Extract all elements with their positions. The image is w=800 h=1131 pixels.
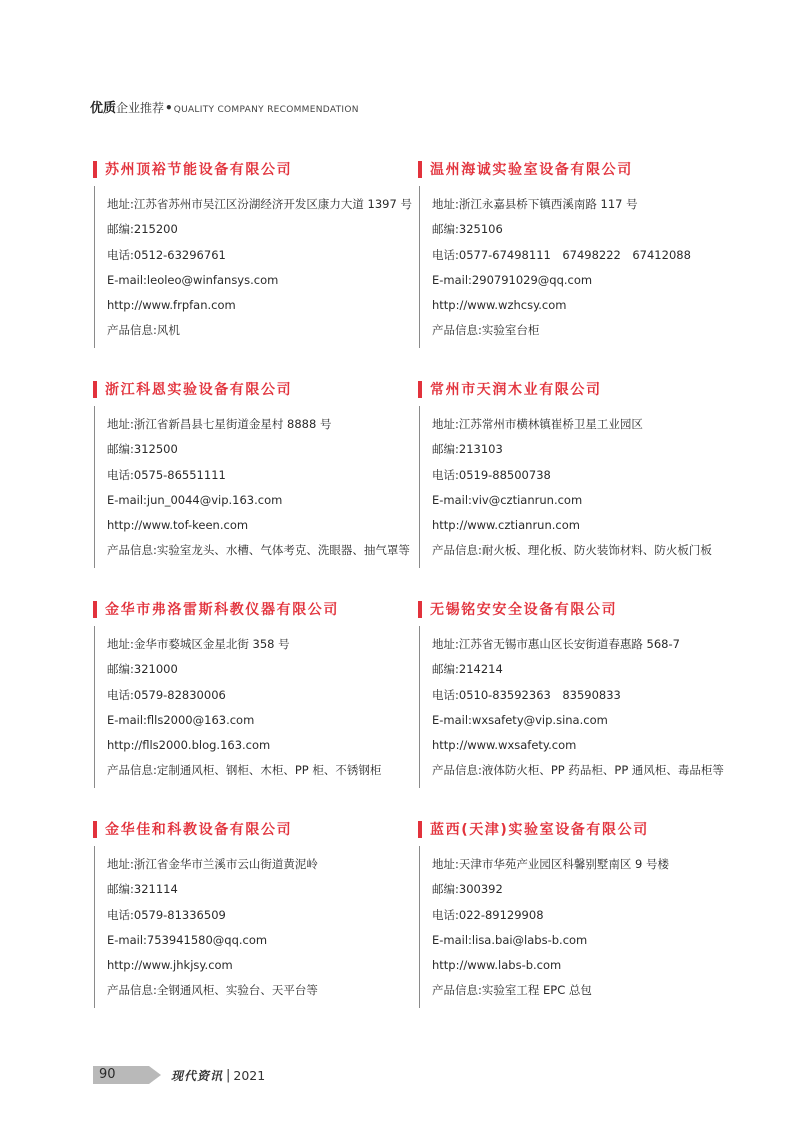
company-name: 浙江科恩实验设备有限公司	[105, 382, 293, 398]
page-number-tab	[93, 1066, 149, 1084]
accent-bar	[93, 381, 97, 398]
company-email: E-mail:leoleo@winfansys.com	[107, 272, 279, 287]
company-phone: 电话:0577-67498111 67498222 67412088	[432, 247, 691, 262]
company-phone: 电话:0579-81336509	[107, 907, 226, 922]
accent-bar	[418, 821, 422, 838]
company-website: http://www.labs-b.com	[432, 958, 562, 973]
company-website: http://www.wzhcsy.com	[432, 298, 567, 313]
accent-bar	[93, 601, 97, 618]
company-name: 常州市天润木业有限公司	[430, 382, 602, 398]
company-card	[418, 380, 758, 568]
company-details	[419, 406, 758, 568]
company-postcode: 邮编:321000	[107, 662, 178, 677]
company-address: 地址:金华市婺城区金星北街 358 号	[107, 637, 290, 651]
company-address: 地址:浙江省金华市兰溪市云山街道黄泥岭	[107, 857, 318, 871]
company-phone: 电话:0579-82830006	[107, 687, 226, 702]
company-details	[94, 846, 433, 1008]
company-website: http://www.jhkjsy.com	[107, 958, 233, 973]
company-name: 金华市弗洛雷斯科教仪器有限公司	[105, 602, 339, 618]
company-address: 地址:江苏常州市横林镇崔桥卫星工业园区	[432, 417, 643, 431]
company-phone: 电话:0575-86551111	[107, 467, 226, 482]
company-name: 温州海诚实验室设备有限公司	[430, 162, 633, 178]
header-title-bold: 优质	[90, 101, 117, 116]
company-products: 产品信息:实验室台柜	[432, 323, 540, 338]
company-phone: 电话:0510-83592363 83590833	[432, 687, 621, 702]
company-details	[419, 186, 758, 348]
company-postcode: 邮编:312500	[107, 442, 178, 457]
company-card	[418, 600, 758, 788]
accent-bar	[93, 821, 97, 838]
company-name: 苏州顶裕节能设备有限公司	[105, 162, 293, 178]
header-dot: •	[165, 101, 173, 115]
company-postcode: 邮编:214214	[432, 662, 503, 677]
company-email: E-mail:lisa.bai@labs-b.com	[432, 932, 588, 947]
company-products: 产品信息:耐火板、理化板、防火装饰材料、防火板门板	[432, 543, 712, 558]
company-email: E-mail:jun_0044@vip.163.com	[107, 492, 283, 507]
company-details	[94, 186, 433, 348]
company-products: 产品信息:全钢通风柜、实验台、天平台等	[107, 983, 318, 998]
company-address: 地址:江苏省苏州市吴江区汾湖经济开发区康力大道 1397 号	[107, 197, 412, 211]
company-phone: 电话:0512-63296761	[107, 247, 226, 262]
company-email: E-mail:flls2000@163.com	[107, 712, 255, 727]
company-card	[418, 160, 758, 348]
company-card	[93, 380, 433, 568]
company-postcode: 邮编:325106	[432, 222, 503, 237]
accent-bar	[418, 381, 422, 398]
issue-year: 2021	[233, 1067, 266, 1083]
company-name: 无锡铭安安全设备有限公司	[430, 602, 618, 618]
company-details	[94, 406, 433, 568]
page-footer	[93, 1065, 265, 1085]
company-address: 地址:天津市华苑产业园区科馨别墅南区 9 号楼	[432, 857, 669, 871]
company-address: 地址:江苏省无锡市惠山区长安街道春惠路 568-7	[432, 637, 680, 651]
company-card	[418, 820, 758, 1008]
company-name: 蓝西(天津)实验室设备有限公司	[430, 822, 649, 838]
accent-bar	[418, 601, 422, 618]
footer-separator: |	[226, 1067, 231, 1083]
company-postcode: 邮编:321114	[107, 882, 178, 897]
company-phone: 电话:0519-88500738	[432, 467, 551, 482]
company-address: 地址:浙江永嘉县桥下镇西溪南路 117 号	[432, 197, 638, 211]
company-products: 产品信息:风机	[107, 323, 180, 338]
company-email: E-mail:viv@cztianrun.com	[432, 492, 583, 507]
company-products: 产品信息:实验室龙头、水槽、气体考克、洗眼器、抽气罩等	[107, 543, 410, 558]
company-products: 产品信息:液体防火柜、PP 药品柜、PP 通风柜、毒品柜等	[432, 763, 724, 778]
page-number: 90	[99, 1067, 116, 1082]
company-card	[93, 600, 433, 788]
header-title-en: QUALITY COMPANY RECOMMENDATION	[173, 105, 359, 115]
company-email: E-mail:wxsafety@vip.sina.com	[432, 712, 608, 727]
company-website: http://www.tof-keen.com	[107, 518, 249, 533]
company-postcode: 邮编:215200	[107, 222, 178, 237]
company-name: 金华佳和科教设备有限公司	[105, 822, 293, 838]
company-website: http://flls2000.blog.163.com	[107, 738, 271, 753]
company-website: http://www.cztianrun.com	[432, 518, 580, 533]
company-details	[419, 846, 758, 1008]
company-card	[93, 160, 433, 348]
company-website: http://www.wxsafety.com	[432, 738, 577, 753]
company-address: 地址:浙江省新昌县七星街道金星村 8888 号	[107, 417, 332, 431]
company-email: E-mail:290791029@qq.com	[432, 272, 593, 287]
header-title: 企业推荐	[116, 101, 165, 115]
company-card	[93, 820, 433, 1008]
magazine-logo: 现代资讯	[171, 1068, 224, 1083]
accent-bar	[93, 161, 97, 178]
company-phone: 电话:022-89129908	[432, 907, 544, 922]
company-products: 产品信息:定制通风柜、钢柜、木柜、PP 柜、不锈钢柜	[107, 763, 382, 778]
company-email: E-mail:753941580@qq.com	[107, 932, 268, 947]
company-postcode: 邮编:213103	[432, 442, 503, 457]
company-website: http://www.frpfan.com	[107, 298, 236, 313]
page-header	[90, 97, 359, 116]
company-details	[419, 626, 758, 788]
company-products: 产品信息:实验室工程 EPC 总包	[432, 983, 592, 998]
accent-bar	[418, 161, 422, 178]
company-postcode: 邮编:300392	[432, 882, 503, 897]
company-details	[94, 626, 433, 788]
